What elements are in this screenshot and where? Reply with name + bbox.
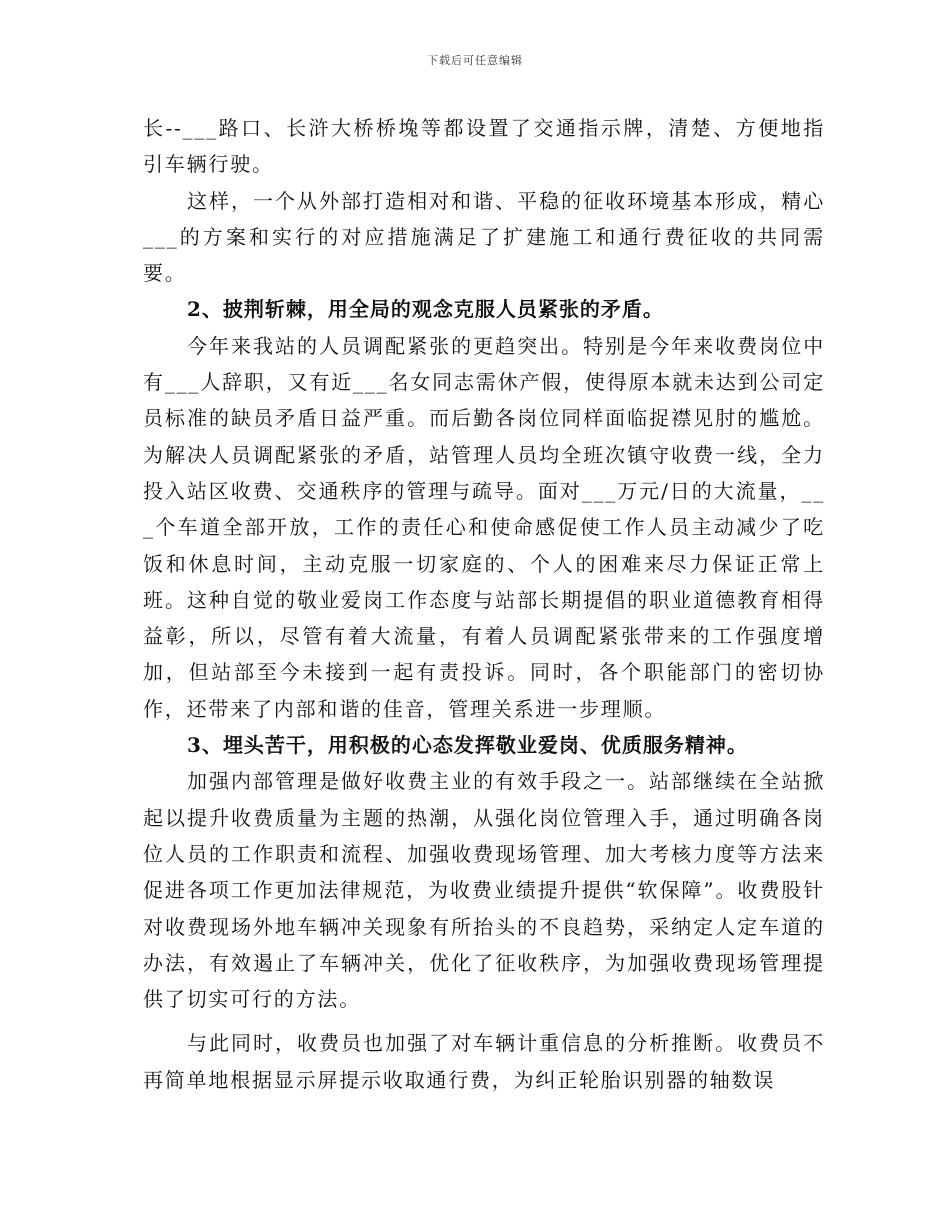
paragraph-staffing: 今年来我站的人员调配紧张的更趋突出。特别是今年来收费岗位中有___人辞职，又有近___名女同志需休产假，使得原本就未达到公司定员标准的缺员矛盾日益严重。而后勤各岗位同样面临捉襟见肘的尴尬。为解决人员调配紧张的矛盾，站管理人员均全班次镇守收费一线，全力投入站区收费、交通秩序的管理与疏导。面对___万元/日的大流量，___个车道全部开放，工作的责任心和使命感促使工作人员主动减少了吃饭和休息时间，主动克服一切家庭的、个人的困难来尽力保证正常上班。这种自觉的敬业爱岗工作态度与站部长期提倡的职业道德教育相得益彰，所以，尽管有着大流量，有着人员调配紧张带来的工作强度增加，但站部至今未接到一起有责投诉。同时，各个职能部门的密切协作，还带来了内部和谐的佳音，管理关系进一步理顺。 xyxy=(143,333,825,721)
paragraph-management: 加强内部管理是做好收费主业的有效手段之一。站部继续在全站掀起以提升收费质量为主题的热潮，从强化岗位管理入手，通过明确各岗位人员的工作职责和流程、加强收费现场管理、加大考核力度等方法来促进各项工作更加法律规范，为收费业绩提升提供“软保障”。收费股针对收费现场外地车辆冲关现象有所抬头的不良趋势，采纳定人定车道的办法，有效遏止了车辆冲关，优化了征收秩序，为加强收费现场管理提供了切实可行的方法。 xyxy=(143,769,825,1012)
page-header: 下载后可任意编辑 xyxy=(427,54,523,67)
paragraph-weighing: 与此同时，收费员也加强了对车辆计重信息的分析推断。收费员不再简单地根据显示屏提示收取通行费，为纠正轮胎识别器的轴数误 xyxy=(143,1031,825,1092)
document-body xyxy=(143,110,825,1098)
section-heading-2: 2、披荆斩棘，用全局的观念克服人员紧张的矛盾。 xyxy=(187,297,664,322)
paragraph-continuation: 长--___路口、长浒大桥桥堍等都设置了交通指示牌，清楚、方便地指引车辆行驶。 xyxy=(143,116,825,177)
paragraph-environment: 这样，一个从外部打造相对和谐、平稳的征收环境基本形成，精心___的方案和实行的对应措施满足了扩建施工和通行费征收的共同需要。 xyxy=(143,188,825,286)
section-heading-3: 3、埋头苦干，用积极的心态发挥敬业爱岗、优质服务精神。 xyxy=(187,733,748,758)
